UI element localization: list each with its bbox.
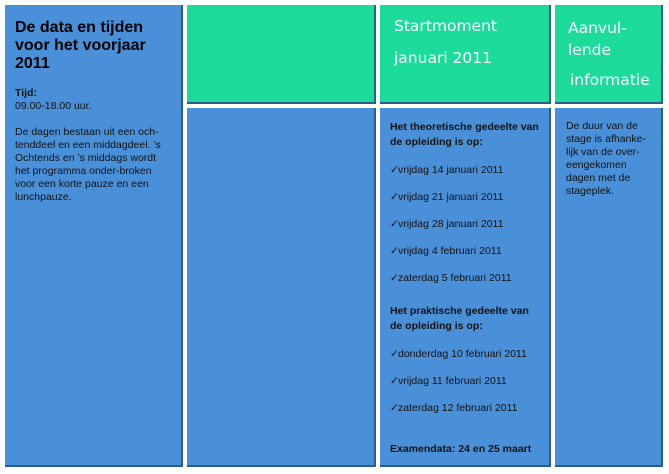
check-icon: ✓ [390, 272, 399, 284]
practical-date-item [390, 347, 539, 374]
start-header-line2: januari 2011 [394, 49, 493, 67]
info-header-line1: Aanvul- lende [568, 19, 627, 59]
practical-date-text: zaterdag 12 februari 2011 [398, 402, 518, 414]
page-title: De data en tijden voor het voorjaar 2011 [15, 19, 146, 72]
time-value: 09.00-18.00 uur. [15, 100, 92, 112]
theory-date-item [390, 271, 539, 298]
check-icon: ✓ [390, 191, 399, 203]
theory-date-text: vrijdag 14 januari 2011 [398, 164, 504, 176]
theory-date-item [390, 190, 539, 217]
info-header-cell [555, 5, 663, 104]
check-icon: ✓ [390, 218, 399, 230]
practical-date-item [390, 401, 539, 428]
theory-date-text: vrijdag 4 februari 2011 [398, 245, 502, 257]
intro-cell [5, 5, 183, 467]
check-icon: ✓ [390, 402, 399, 414]
start-header-cell [380, 5, 551, 104]
practical-date-item [390, 374, 539, 401]
empty-header-cell [187, 5, 376, 104]
theory-date-text: vrijdag 28 januari 2011 [398, 218, 504, 230]
info-cell [555, 108, 663, 467]
theory-date-list [390, 163, 539, 298]
check-icon: ✓ [390, 375, 399, 387]
check-icon: ✓ [390, 245, 399, 257]
intro-description: De dagen bestaan uit een och-tenddeel en een middagdeel. ’s Ochtends en ’s middags wordt het programma onder-broken voor een korte pauze en een lunchpauze. [15, 126, 161, 203]
exam-dates: Examendata: 24 en 25 maart [390, 443, 532, 455]
theory-date-text: zaterdag 5 februari 2011 [398, 272, 512, 284]
theory-date-item [390, 217, 539, 244]
theory-date-item [390, 244, 539, 271]
time-label: Tijd: [15, 87, 37, 99]
check-icon: ✓ [390, 164, 399, 176]
practical-title: Het praktische gedeelte van de opleiding is op: [390, 305, 529, 332]
practical-date-text: vrijdag 11 februari 2011 [398, 375, 507, 387]
check-icon: ✓ [390, 348, 399, 360]
theory-date-item [390, 163, 539, 190]
info-text: De duur van de stage is afhanke-lijk van de over-eengekomen dagen met de stageplek. [566, 120, 646, 197]
start-cell [380, 108, 551, 467]
theory-date-text: vrijdag 21 januari 2011 [398, 191, 504, 203]
practical-date-list [390, 347, 539, 428]
empty-cell [187, 108, 376, 467]
theory-title: Het theoretische gedeelte van de opleiding is op: [390, 121, 539, 148]
start-header-line1: Startmoment [394, 17, 497, 35]
info-header-line2: informatie [570, 71, 650, 89]
practical-date-text: donderdag 10 februari 2011 [398, 348, 527, 360]
